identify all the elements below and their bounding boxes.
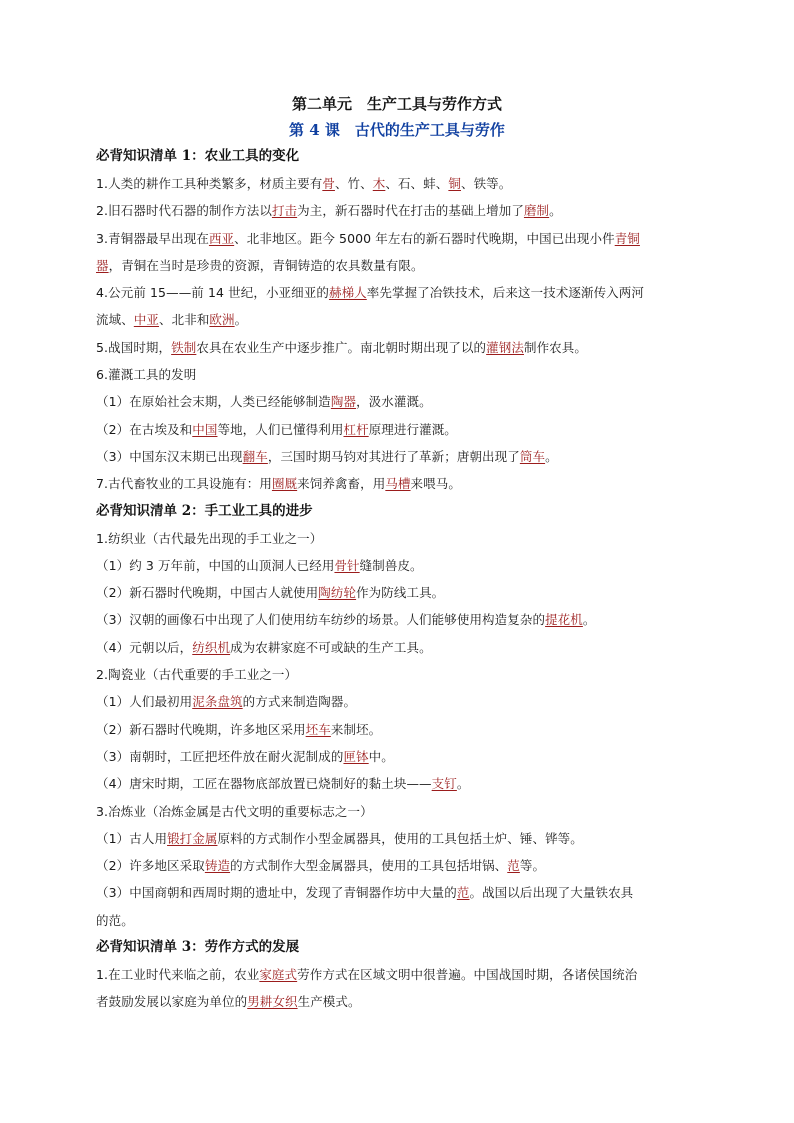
text-segment: 等地，人们已懂得利用 [217, 421, 344, 437]
text-segment: （4）元朝以后， [96, 639, 193, 655]
text-segment: 来喂马。 [410, 476, 461, 492]
text-segment: 2.旧石器时代石器的制作方法以 [96, 203, 272, 219]
key-term: 铜 [448, 176, 461, 191]
text-segment: （1）在原始社会末期，人类已经能够制造 [96, 394, 331, 410]
text-segment: 来饲养禽畜，用 [297, 476, 386, 492]
text-segment: （3）南朝时，工匠把坯件放在耐火泥制成的 [96, 748, 344, 764]
key-term: 青铜 [614, 230, 640, 246]
text-segment: 3.冶炼业（冶炼金属是古代文明的重要标志之一） [96, 803, 373, 819]
document-body [96, 143, 698, 1016]
text-line [96, 961, 698, 988]
text-line [96, 525, 698, 552]
text-segment: 。 [545, 448, 558, 464]
text-segment: 7.古代畜牧业的工具设施有：用 [96, 476, 272, 492]
text-segment: 原料的方式制作小型金属器具，使用的工具包括土炉、锤、铧等。 [217, 830, 583, 846]
text-segment: （2）新石器时代晚期，许多地区采用 [96, 721, 306, 737]
text-line [96, 988, 698, 1015]
text-segment: 流域、 [96, 312, 134, 328]
text-segment: 、北非地区。距今 5000 年左右的新石器时代晚期，中国已出现小件 [234, 230, 615, 246]
text-line [96, 416, 698, 443]
text-segment: 原理进行灌溉。 [368, 421, 457, 437]
text-segment: 制作农具。 [523, 339, 587, 355]
text-line [96, 579, 698, 606]
key-term: 欧洲 [209, 312, 235, 328]
section-heading: 必背知识清单 3：劳作方式的发展 [96, 939, 300, 956]
key-term: 提花机 [545, 612, 583, 628]
key-term: 陶纺轮 [318, 585, 357, 601]
text-segment: （2）许多地区采取 [96, 858, 205, 874]
text-line [96, 552, 698, 579]
text-segment: （1）约 3 万年前，中国的山顶洞人已经用 [96, 557, 335, 573]
key-term: 圈厩 [271, 476, 298, 492]
text-segment: 、竹、 [334, 176, 373, 191]
key-term: 支钉 [431, 776, 457, 792]
key-term: 范 [456, 885, 470, 901]
text-line [96, 225, 698, 252]
text-line [96, 852, 698, 879]
text-line [96, 197, 698, 224]
key-term: 铁制 [171, 339, 197, 355]
text-segment: （3）汉朝的画像石中出现了人们使用纺车纺纱的场景。人们能够使用构造复杂的 [96, 612, 546, 628]
text-segment: ，汲水灌溉。 [356, 394, 432, 410]
text-line [96, 334, 698, 361]
text-segment: （3）中国东汉末期已出现 [96, 448, 243, 464]
text-line [96, 661, 698, 688]
text-line [96, 306, 698, 333]
key-term: 锻打金属 [167, 830, 218, 846]
key-term: 打击 [271, 203, 298, 219]
text-segment: 1.在工业时代来临之前，农业 [96, 967, 260, 983]
text-segment: 。 [549, 203, 562, 219]
text-line [96, 634, 698, 661]
text-segment: 、石、蚌、 [385, 176, 449, 191]
text-line [96, 907, 698, 934]
text-line [96, 716, 698, 743]
text-segment: 6.灌溉工具的发明 [96, 367, 197, 383]
text-segment: 等。 [519, 858, 546, 874]
text-segment: 。 [582, 612, 596, 628]
text-line [96, 743, 698, 770]
key-term: 翻车 [242, 448, 268, 464]
text-segment: 成为农耕家庭不可或缺的生产工具。 [230, 639, 432, 655]
key-term: 赫梯人 [328, 285, 367, 301]
key-term: 范 [507, 858, 520, 874]
text-segment: （2）新石器时代晚期，中国古人就使用 [96, 585, 319, 601]
text-line [96, 388, 698, 415]
key-term: 铸造 [204, 858, 231, 874]
key-term: 磨制 [523, 203, 550, 219]
text-segment: 。 [234, 312, 248, 328]
key-term: 灌钢法 [486, 339, 524, 355]
lesson-title: 第 4 课 古代的生产工具与劳作 [289, 121, 505, 139]
text-segment: 、铁等。 [460, 176, 512, 191]
key-term: 坯车 [305, 721, 331, 737]
key-term: 骨 [322, 176, 335, 191]
text-segment: 率先掌握了冶铁技术，后来这一技术逐渐传入两河 [366, 285, 644, 301]
key-term: 陶器 [330, 394, 357, 410]
text-segment: 作为防线工具。 [356, 585, 445, 601]
text-segment: （2）在古埃及和 [96, 421, 193, 437]
section-heading: 必背知识清单 1：农业工具的变化 [96, 148, 300, 164]
text-line [96, 443, 698, 470]
text-segment: 者鼓励发展以家庭为单位的 [96, 994, 248, 1010]
text-segment: 农具在农业生产中逐步推广。南北朝时期出现了以的 [196, 339, 487, 355]
text-segment: 生产模式。 [297, 994, 361, 1010]
text-segment: 劳作方式在区域文明中很普遍。中国战国时期，各诸侯国统治 [297, 967, 638, 983]
text-segment: 。战国以后出现了大量铁农具 [469, 885, 634, 901]
text-segment: 1.人类的耕作工具种类繁多，材质主要有 [96, 176, 323, 191]
text-line [96, 361, 698, 388]
text-line [96, 770, 698, 797]
text-segment: 2.陶瓷业（古代重要的手工业之一） [96, 667, 298, 683]
text-segment: （1）古人用 [96, 830, 168, 846]
key-term: 家庭式 [259, 967, 298, 983]
unit-title: 第二单元 生产工具与劳作方式 [291, 95, 502, 113]
key-term: 器 [96, 257, 109, 273]
section-heading: 必背知识清单 2：手工业工具的进步 [96, 502, 313, 519]
key-term: 中亚 [133, 312, 160, 328]
text-line [96, 252, 698, 279]
text-line [96, 470, 698, 497]
key-term: 泥条盘筑 [192, 694, 243, 710]
text-segment: 中。 [368, 748, 394, 764]
text-line [96, 279, 698, 306]
text-segment: ，三国时期马钧对其进行了革新；唐朝出现了 [267, 448, 520, 464]
text-segment: 1.纺织业（古代最先出现的手工业之一） [96, 530, 323, 546]
text-segment: ，青铜在当时是珍贵的资源，青铜铸造的农具数量有限。 [108, 257, 424, 273]
text-segment: 为主，新石器时代在打击的基础上增加了 [297, 203, 524, 219]
key-term: 男耕女织 [247, 994, 298, 1010]
key-term: 马槽 [385, 476, 411, 492]
key-term: 杠杆 [343, 421, 369, 437]
key-term: 中国 [192, 421, 218, 437]
text-segment: （4）唐宋时期，工匠在器物底部放置已烧制好的黏土块—— [96, 776, 432, 792]
text-segment: 缝制兽皮。 [359, 557, 423, 573]
key-term: 筒车 [519, 448, 546, 464]
text-segment: 。 [456, 776, 470, 792]
text-line [96, 798, 698, 825]
text-segment: 的方式来制造陶器。 [242, 694, 357, 710]
text-line [96, 606, 698, 633]
key-term: 木 [372, 176, 386, 191]
text-segment: （1）人们最初用 [96, 694, 193, 710]
text-line [96, 170, 698, 197]
text-segment: 4.公元前 15——前 14 世纪，小亚细亚的 [96, 285, 329, 301]
key-term: 匣钵 [343, 748, 369, 764]
text-line [96, 825, 698, 852]
text-segment: 、北非和 [159, 312, 210, 328]
text-segment: 的方式制作大型金属器具，使用的工具包括坩锅、 [230, 858, 508, 874]
text-line [96, 688, 698, 715]
key-term: 西亚 [208, 230, 235, 246]
text-segment: 来制坯。 [330, 721, 382, 737]
text-segment: 的范。 [96, 912, 134, 928]
text-line [96, 879, 698, 906]
text-segment: （3）中国商朝和西周时期的遗址中，发现了青铜器作坊中大量的 [96, 885, 457, 901]
text-segment: 5.战国时期， [96, 339, 172, 355]
key-term: 骨针 [334, 557, 360, 573]
key-term: 纺织机 [192, 639, 231, 655]
text-segment: 3.青铜器最早出现在 [96, 230, 209, 246]
